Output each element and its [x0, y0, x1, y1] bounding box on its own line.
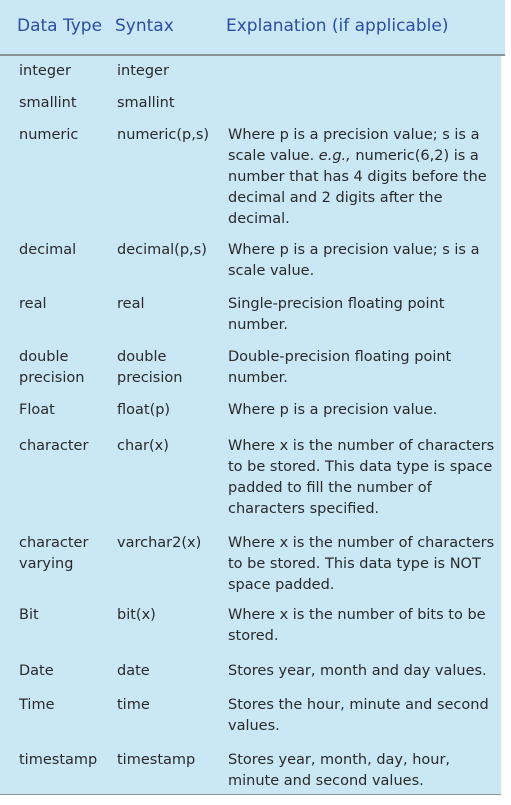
table-row-date: [0, 653, 501, 688]
cell-explanation: [228, 125, 500, 230]
cell-data-type: timestamp: [19, 752, 98, 768]
table-row-decimal: [0, 234, 501, 289]
cell-data-type: character: [19, 438, 89, 454]
cell-explanation: Stores the hour, minute and second values.: [228, 697, 489, 734]
cell-syntax: numeric(p,s): [117, 127, 210, 143]
table-row-bit: [0, 599, 501, 654]
cell-data-type: integer: [19, 63, 71, 79]
cell-syntax: date: [117, 663, 150, 679]
table-row-time: [0, 687, 501, 743]
cell-data-type: smallint: [19, 95, 77, 111]
cell-explanation: Where p is a precision value.: [228, 402, 438, 418]
cell-data-type: Bit: [19, 607, 39, 623]
table-row-integer: [0, 56, 501, 89]
table-row-double-precision: [0, 341, 501, 397]
cell-syntax: smallint: [117, 95, 175, 111]
header-syntax: Syntax: [115, 16, 174, 36]
explanation-main: Where p is a precision value; s is a scale value.: [228, 127, 480, 164]
cell-explanation: Single-precision floating point number.: [228, 296, 445, 333]
table-header: [0, 0, 505, 56]
table-row-timestamp: [0, 742, 501, 795]
cell-data-type: Date: [19, 663, 54, 679]
cell-data-type: real: [19, 296, 47, 312]
cell-syntax: varchar2(x): [117, 535, 202, 551]
cell-explanation: Where x is the number of characters to be stored. This data type is NOT space padded.: [228, 535, 495, 593]
cell-syntax: char(x): [117, 438, 169, 454]
example-text: numeric(6,2) is a number that has 4 digits before the decimal and 2 digits after the decimal.: [228, 148, 487, 227]
cell-syntax: float(p): [117, 402, 171, 418]
cell-explanation: Stores year, month and day values.: [228, 663, 487, 679]
table-row-smallint: [0, 88, 501, 120]
cell-explanation: Where x is the number of characters to be stored. This data type is space padded to fill the number of characters specified.: [228, 438, 495, 517]
table-row-character-varying: [0, 527, 501, 600]
cell-syntax: integer: [117, 63, 169, 79]
header-explanation: Explanation (if applicable): [226, 16, 449, 36]
cell-data-type: numeric: [19, 127, 79, 143]
cell-syntax: decimal(p,s): [117, 242, 207, 258]
cell-data-type: Float: [19, 402, 55, 418]
cell-data-type: character varying: [19, 535, 89, 572]
cell-syntax: timestamp: [117, 752, 196, 768]
header-data-type: Data Type: [17, 16, 103, 36]
table-row-real: [0, 288, 501, 342]
example-prefix: e.g.,: [318, 148, 351, 164]
cell-explanation: Where p is a precision value; s is a scale value.: [228, 242, 480, 279]
cell-syntax: bit(x): [117, 607, 156, 623]
cell-syntax: double precision: [117, 349, 183, 386]
cell-explanation: Double-precision floating point number.: [228, 349, 452, 386]
cell-explanation: Stores year, month, day, hour, minute and second values.: [228, 752, 451, 789]
cell-syntax: time: [117, 697, 150, 713]
table-row-float: [0, 396, 501, 431]
table-row-character: [0, 430, 501, 528]
cell-syntax: real: [117, 296, 145, 312]
table-row-numeric: [0, 119, 501, 235]
cell-data-type: Time: [19, 697, 55, 713]
cell-explanation: Where x is the number of bits to be stored.: [228, 607, 486, 644]
cell-data-type: double precision: [19, 349, 85, 386]
cell-data-type: decimal: [19, 242, 77, 258]
